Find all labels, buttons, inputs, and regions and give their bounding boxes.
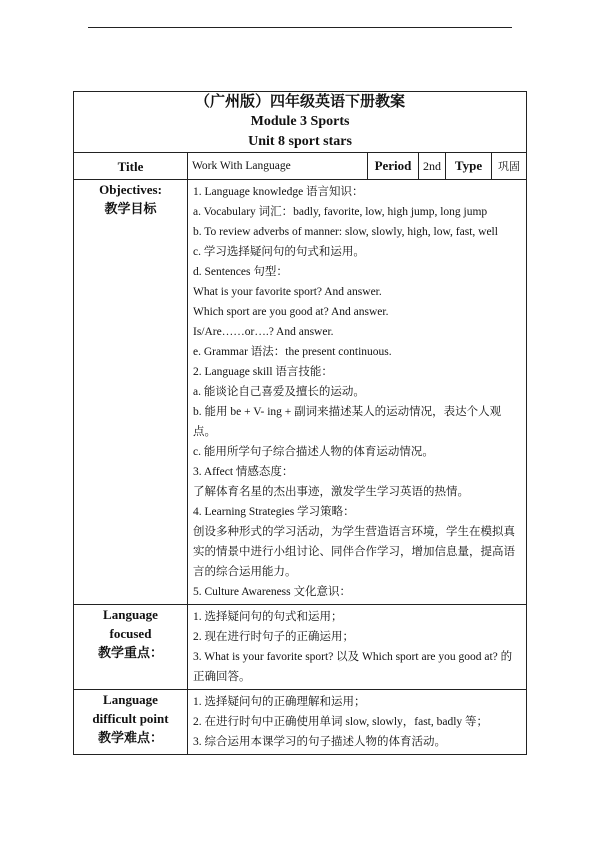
objective-line: b. 能用 be + V- ing + 副词来描述某人的运动情况，表达个人观点。 — [193, 406, 502, 438]
objective-line: a. 能谈论自己喜爱及擅长的运动。 — [193, 386, 365, 398]
objective-line: 2. Language skill 语言技能： — [193, 366, 333, 378]
objectives-label-cn: 教学目标 — [104, 201, 157, 216]
difficult-content — [188, 690, 527, 755]
focused-label-line-2: focused — [109, 626, 152, 641]
difficult-line: 2. 在进行时句中正确使用单词 slow, slowly，fast, badly 等； — [193, 716, 489, 728]
focused-line: 3. What is your favorite sport? 以及 Which sport are you good at? 的正确回答。 — [193, 651, 513, 683]
objective-line: a. Vocabulary 词汇：badly, favorite, low, high jump, long jump — [193, 206, 488, 218]
type-value: 巩固 — [492, 153, 527, 180]
type-label: Type — [446, 153, 492, 180]
difficult-label-line-1: Language — [103, 692, 158, 707]
focused-content — [188, 605, 527, 690]
difficult-label-cn: 教学难点： — [97, 730, 163, 745]
header-line-3: Unit 8 sport stars — [248, 134, 352, 149]
objective-line: Which sport are you good at? And answer. — [193, 306, 389, 318]
objectives-content — [188, 180, 527, 605]
objective-line: 创设多种形式的学习活动，为学生营造语言环境，学生在模拟真实的情景中进行小组讨论、同伴合作学习，增加信息量，提高语言的综合运用能力。 — [193, 526, 515, 578]
focused-label — [74, 605, 188, 690]
objective-line: What is your favorite sport? And answer. — [193, 286, 382, 298]
lesson-plan-table — [73, 91, 527, 755]
objective-line: d. Sentences 句型： — [193, 266, 288, 278]
focused-line: 1. 选择疑问句的句式和运用； — [193, 611, 343, 623]
period-label: Period — [368, 153, 419, 180]
top-divider — [88, 27, 512, 28]
objective-line: Is/Are……or….? And answer. — [193, 326, 334, 338]
objective-line: 5. Culture Awareness 文化意识： — [193, 586, 352, 598]
objective-line: c. 学习选择疑问句的句式和运用。 — [193, 246, 365, 258]
plan-header — [74, 92, 527, 153]
difficult-line: 3. 综合运用本课学习的句子描述人物的体育活动。 — [193, 736, 446, 748]
objective-line: 了解体育名星的杰出事迹，激发学生学习英语的热情。 — [193, 486, 469, 498]
difficult-line: 1. 选择疑问句的正确理解和运用； — [193, 696, 366, 708]
objective-line: e. Grammar 语法：the present continuous. — [193, 346, 392, 358]
objective-line: b. To review adverbs of manner: slow, slowly, high, low, fast, well — [193, 226, 498, 238]
focused-label-line-1: Language — [103, 607, 158, 622]
header-line-2: Module 3 Sports — [250, 114, 350, 129]
difficult-label-line-2: difficult point — [92, 711, 169, 726]
objectives-label — [74, 180, 188, 605]
objective-line: 4. Learning Strategies 学习策略： — [193, 506, 355, 518]
difficult-label — [74, 690, 188, 755]
objective-line: c. 能用所学句子综合描述人物的体育运动情况。 — [193, 446, 434, 458]
objectives-label-en: Objectives: — [99, 182, 162, 197]
period-value: 2nd — [419, 153, 446, 180]
focused-label-cn: 教学重点： — [97, 645, 163, 660]
title-value: Work With Language — [188, 153, 368, 180]
objective-line: 3. Affect 情感态度： — [193, 466, 294, 478]
title-label: Title — [74, 153, 188, 180]
objective-line: 1. Language knowledge 语言知识： — [193, 186, 364, 198]
focused-line: 2. 现在进行时句子的正确运用； — [193, 631, 354, 643]
header-line-1: （广州版）四年级英语下册教案 — [195, 94, 406, 110]
